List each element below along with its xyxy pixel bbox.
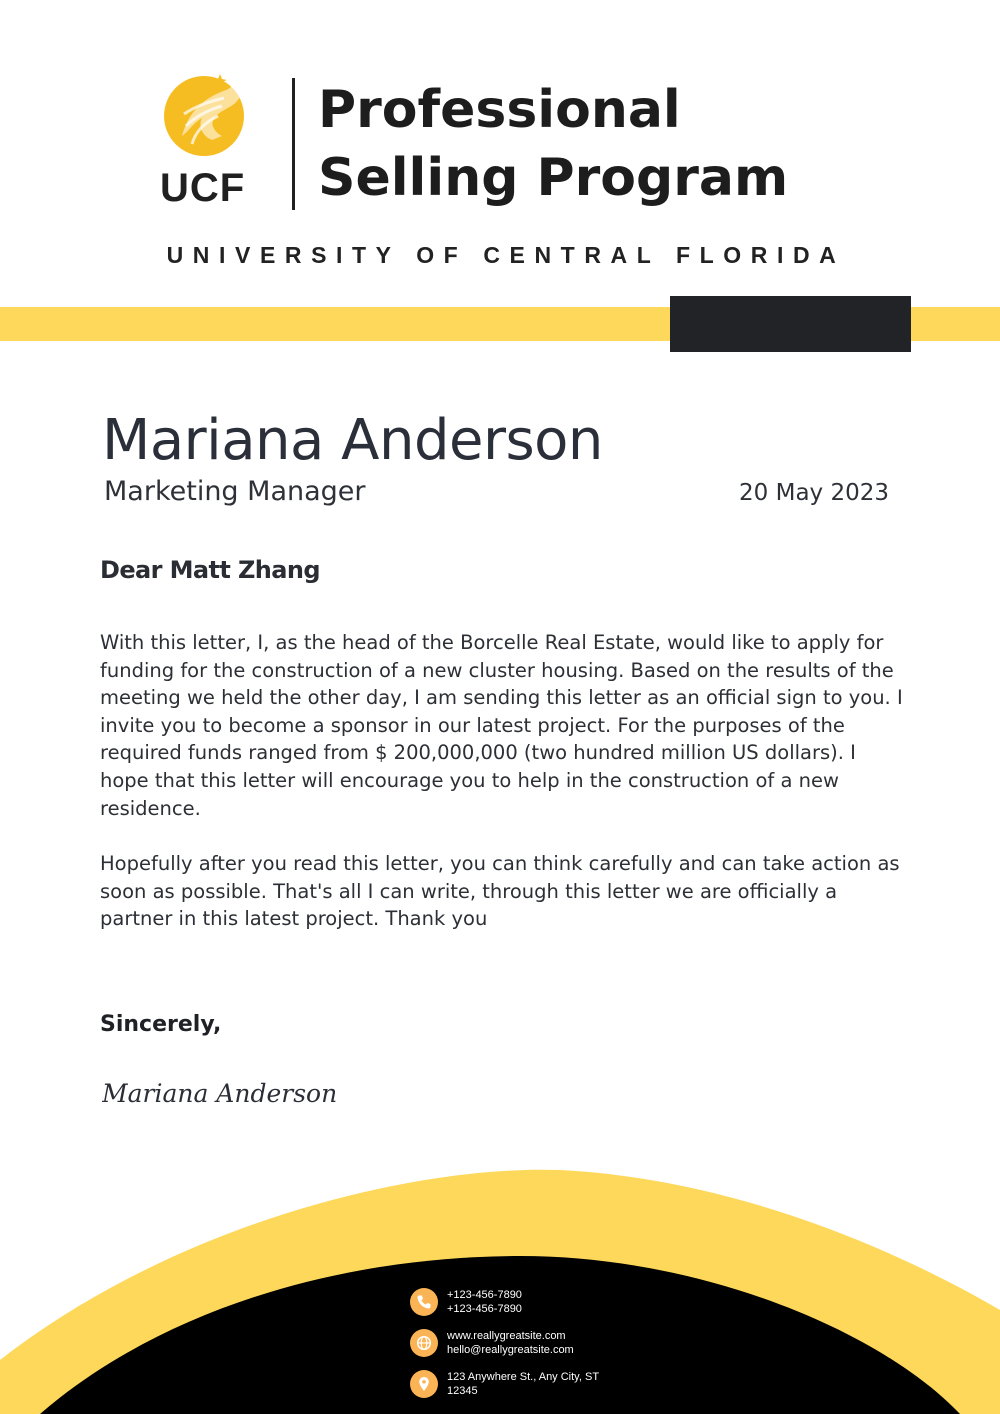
svg-text:Mariana Anderson: Mariana Anderson — [102, 1079, 338, 1108]
email: hello@reallygreatsite.com — [447, 1344, 574, 1356]
contact-address — [410, 1370, 710, 1404]
body-paragraph-1: With this letter, I, as the head of the Borcelle Real Estate, would like to apply for funding for the construction of a new cluster housing. Based on the results of the meeting we held the other day, I am sending this letter as an official sign to you. I invite you to become a sponsor in our latest project. For the purposes of the required funds ranged from $ 200,000,000 (two hundred million US dollars). I hope that this letter will encourage you to help in the construction of a new residence. — [100, 631, 903, 820]
header-black-block — [670, 296, 911, 352]
program-title-line1: Professional — [318, 80, 681, 140]
globe-icon — [416, 1335, 432, 1351]
greeting: Dear Matt Zhang — [100, 556, 320, 584]
logo-divider — [292, 78, 295, 210]
closing: Sincerely, — [100, 1012, 222, 1037]
program-logo — [160, 64, 860, 224]
phone-icon — [416, 1294, 432, 1310]
location-pin-icon-badge — [410, 1370, 438, 1398]
globe-icon-badge — [410, 1329, 438, 1357]
university-name: UNIVERSITY OF CENTRAL FLORIDA — [166, 242, 846, 268]
body-paragraph-2: Hopefully after you read this letter, you can think carefully and can take action as soon as possible. That's all I can write, through this letter we are officially a partner in this latest project. Thank you — [100, 852, 900, 931]
website: www.reallygreatsite.com — [447, 1330, 566, 1342]
address-line-1: 123 Anywhere St., Any City, ST — [447, 1371, 600, 1383]
sender-title: Marketing Manager — [104, 476, 366, 507]
sender-name: Mariana Anderson — [102, 408, 603, 473]
letter-date: 20 May 2023 — [739, 480, 889, 506]
ucf-wordmark: UCF — [160, 166, 246, 210]
location-pin-icon — [416, 1376, 432, 1392]
pegasus-logo-icon — [162, 66, 252, 158]
phone-icon-badge — [410, 1288, 438, 1316]
contact-phone — [410, 1288, 710, 1322]
phone-1: +123-456-7890 — [447, 1289, 522, 1301]
address-line-2: 12345 — [447, 1385, 478, 1397]
signature — [102, 1072, 362, 1116]
contact-web — [410, 1329, 710, 1363]
program-title-line2: Selling Program — [318, 148, 789, 208]
phone-2: +123-456-7890 — [447, 1303, 522, 1315]
